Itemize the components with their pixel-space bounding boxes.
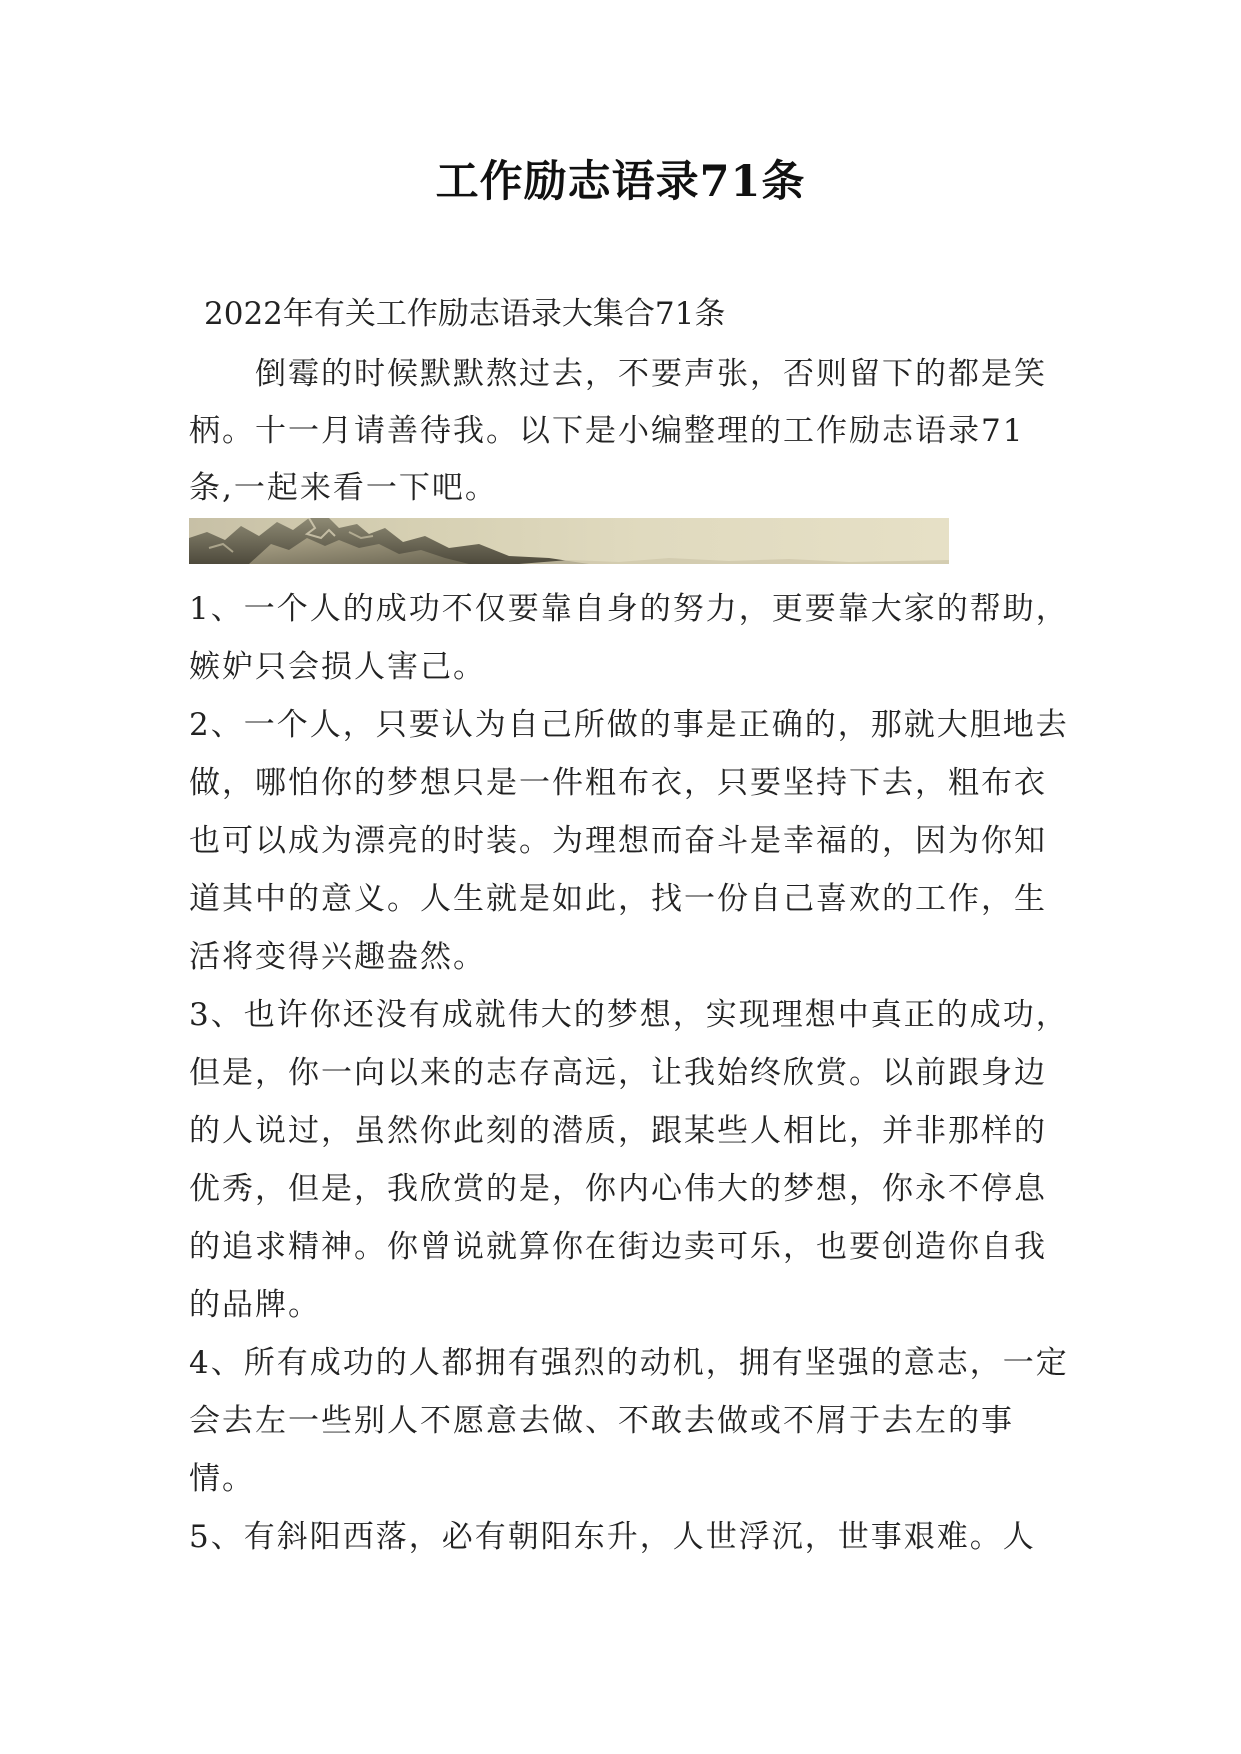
document-title: 工作励志语录71条 bbox=[435, 157, 806, 207]
quote-list bbox=[189, 580, 1069, 1566]
quote-item-4: 4、所有成功的人都拥有强烈的动机，拥有坚强的意志，一定会去左一些别人不愿意去做、不敢去做或不屑于去左的事情。 bbox=[189, 1345, 1069, 1497]
quote-item-1: 1、一个人的成功不仅要靠自身的努力，更要靠大家的帮助，嫉妒只会损人害己。 bbox=[189, 591, 1069, 685]
quote-item-5: 5、有斜阳西落，必有朝阳东升，人世浮沉，世事艰难。人 bbox=[189, 1519, 1036, 1555]
mountain-illustration bbox=[189, 518, 949, 564]
intro-paragraph: 倒霉的时候默默熬过去，不要声张，否则留下的都是笑柄。十一月请善待我。以下是小编整理的工作励志语录71条,一起来看一下吧。 bbox=[189, 356, 1047, 506]
quote-item-2: 2、一个人，只要认为自己所做的事是正确的，那就大胆地去做，哪怕你的梦想只是一件粗布衣，只要坚持下去，粗布衣也可以成为漂亮的时装。为理想而奋斗是幸福的，因为你知道其中的意义。人生就是如此，找一份自己喜欢的工作，生活将变得兴趣盎然。 bbox=[189, 707, 1069, 975]
quote-item-3: 3、也许你还没有成就伟大的梦想，实现理想中真正的成功，但是，你一向以来的志存高远，让我始终欣赏。以前跟身边的人说过，虽然你此刻的潜质，跟某些人相比，并非那样的优秀，但是，我欣赏的是，你内心伟大的梦想，你永不停息的追求精神。你曾说就算你在街边卖可乐，也要创造你自我的品牌。 bbox=[189, 997, 1069, 1323]
document-subtitle: 2022年有关工作励志语录大集合71条 bbox=[204, 296, 726, 332]
mountain-banner-image bbox=[189, 518, 949, 564]
